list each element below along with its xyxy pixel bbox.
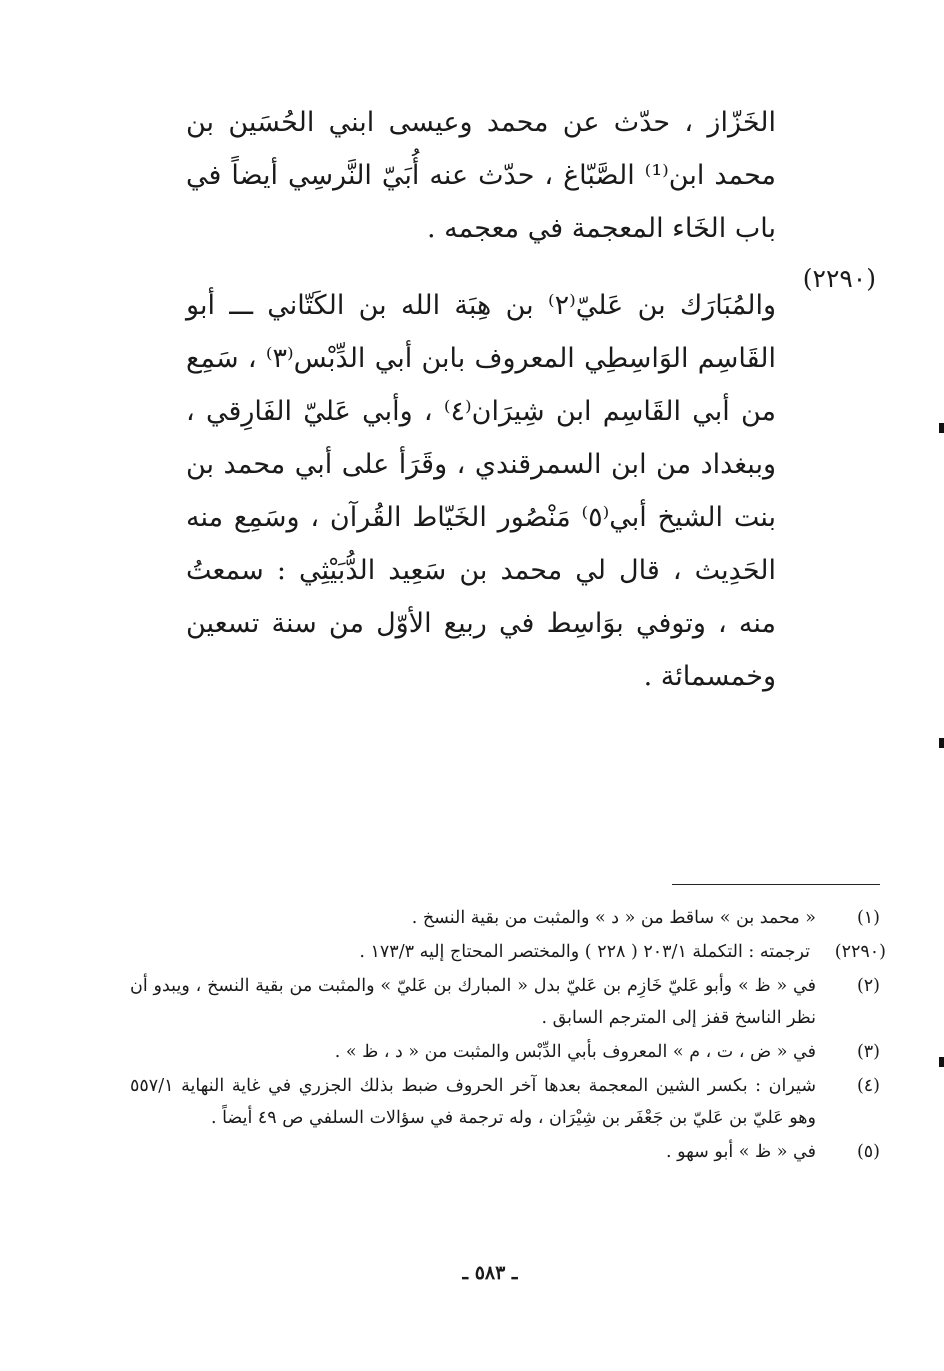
footnote-item <box>130 902 880 934</box>
footnote-item <box>130 936 886 968</box>
entry-text: والمُبَارَك بن عَليّ⁽٢⁾ بن هِبَة الله بن الكَتّاني ـــ أبو القَاسِم الوَاسِطِي المعروف بابن أبي الدِّبْس⁽٣⁾ ، سَمِع من أبي القَاسِم ابن شِيرَان⁽٤⁾ ، وأبي عَليّ الفَارِقي ، وببغداد من ابن السمرقندي ، وقَرَأ على أبي محمد بن بنت الشيخ أبي⁽٥⁾ مَنْصُور الخَيّاط القُرآن ، وسَمِع منه الحَدِيث ، قال لي محمد بن سَعِيد الدُّبَيْثِي : سمعتُ منه ، وتوفي بوَاسِط في ربيع الأوّل من سنة تسعين وخمسمائة . <box>186 290 776 692</box>
footnote-text: في « ض ، ت ، م » المعروف بأبي الدِّبْس والمثبت من « د ، ظ » . <box>334 1042 816 1062</box>
footnote-text: ترجمته : التكملة ٢٠٣/١ ( ٢٢٨ ) والمختصر المحتاج إليه ١٧٣/٣ . <box>359 942 810 962</box>
footnote-item <box>130 1136 880 1168</box>
footnote-text: شيران : بكسر الشين المعجمة بعدها آخر الحروف ضبط بذلك الجزري في غاية النهاية ٥٥٧/١ وهو عَليّ بن عَليّ بن جَعْفَر بن شِيْرَان ، وله ترجمة في سؤالات السلفي ص ٤٩ أيضاً . <box>130 1076 816 1128</box>
biography-entry <box>186 252 876 730</box>
intro-paragraph: الخَزّاز ، حدّث عن محمد وعيسى ابني الحُسَين بن محمد ابن⁽¹⁾ الصَّبّاغ ، حدّث عنه أُبَيّ النَّرسِي أيضاً في باب الخَاء المعجمة في معجمه . <box>186 107 776 244</box>
footnote-number: (٢) <box>856 976 880 996</box>
scan-edge-mark <box>939 423 944 433</box>
footnote-text: « محمد بن » ساقط من « د » والمثبت من بقية النسخ . <box>411 908 816 928</box>
footnotes <box>130 902 886 1170</box>
footnote-item <box>130 1070 880 1134</box>
entry-number: (٢٢٩٠) <box>802 264 876 293</box>
footnote-number: (٤) <box>856 1076 880 1096</box>
footnote-item <box>130 970 880 1034</box>
footnote-separator <box>672 884 880 885</box>
footnote-text: في « ظ » أبو سهو . <box>665 1142 816 1162</box>
footnote-item <box>130 1036 880 1068</box>
main-text-block <box>186 96 776 255</box>
scan-edge-mark <box>939 738 944 748</box>
footnote-text: في « ظ » وأبو عَليّ خَازِم بن عَليّ بدل « المبارك بن عَليّ » والمثبت من بقية النسخ ، ويبدو أن نظر الناسخ قفز إلى المترجم السابق . <box>130 976 816 1028</box>
footnote-number: (١) <box>856 908 880 928</box>
footnote-number: (٣) <box>856 1042 880 1062</box>
page-number: ـ ٥٨٣ ـ <box>462 1262 518 1284</box>
footnote-number: (٢٢٩٠) <box>834 942 886 962</box>
scan-edge-mark <box>939 1057 944 1067</box>
footnote-number: (٥) <box>856 1142 880 1162</box>
